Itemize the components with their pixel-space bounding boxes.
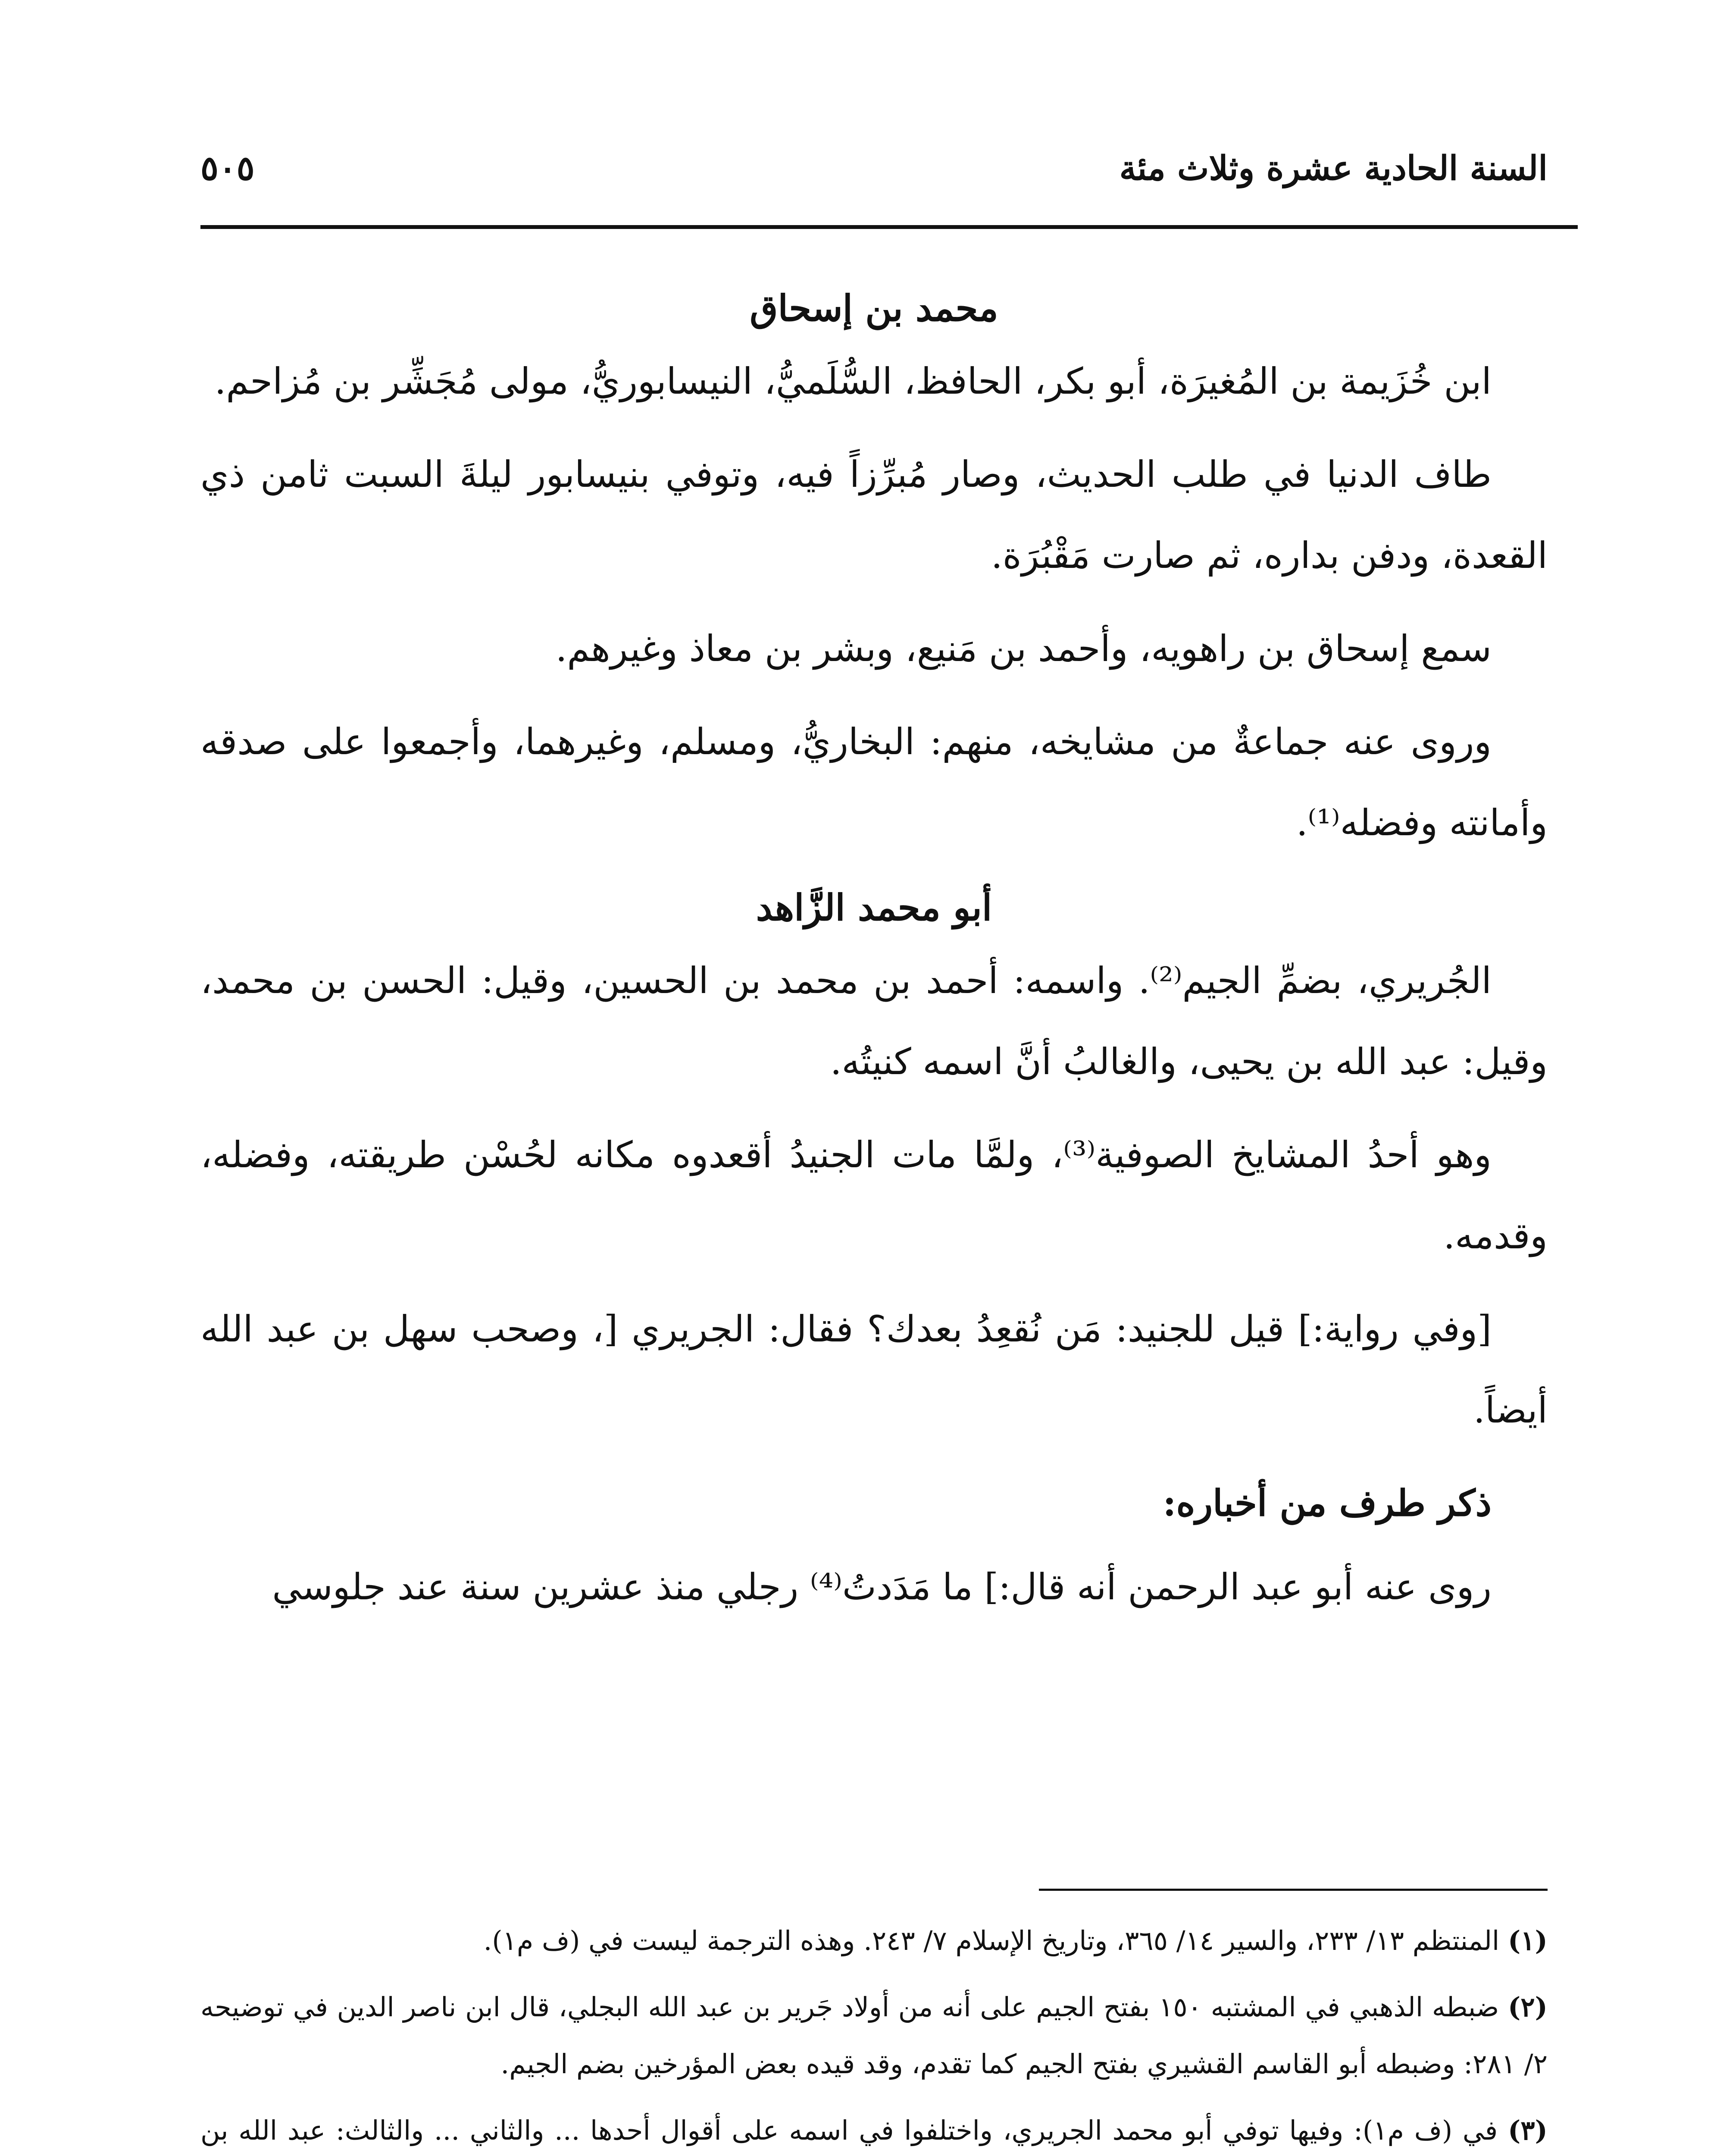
- subheading: ذكر طرف من أخباره:: [1163, 1482, 1492, 1524]
- footnote-number: (١): [1508, 1925, 1548, 1956]
- footnote-text: ضبطه الذهبي في المشتبه ١٥٠ بفتح الجيم على أنه من أولاد جَرير بن عبد الله البجلي، قال ابن ناصر الدين في توضيحه ٢/ ٢٨١: وضبطه أبو القاسم القشيري بفتح الجيم كما تقدم، وقد قيده بعض المؤرخين بضم الجيم.: [200, 1991, 1548, 2080]
- running-header: [200, 149, 1548, 205]
- paragraph: وهو أحدُ المشايخ الصوفية⁽³⁾، ولمَّا مات الجنيدُ أقعدوه مكانه لحُسْن طريقته، وفضله، وقدمه.: [200, 1134, 1548, 1257]
- header-rule: [200, 225, 1578, 229]
- paragraph: [وفي رواية:] قيل للجنيد: مَن نُقعِدُ بعدك؟ فقال: الجريري [، وصحب سهل بن عبد الله أيضاً.: [200, 1308, 1548, 1431]
- paragraph: وروى عنه جماعةٌ من مشايخه، منهم: البخاريُّ، ومسلم، وغيرهما، وأجمعوا على صدقه وأمانته وفضله⁽¹⁾.: [200, 721, 1548, 844]
- footnote: [200, 1912, 1548, 1969]
- footnote-number: (٣): [1508, 2115, 1548, 2146]
- main-text: [200, 276, 1548, 1639]
- section-title-abu-muhammad-al-zahid: أبو محمد الزَّاهد: [756, 886, 992, 929]
- footnote-text: المنتظم ١٣/ ٢٣٣، والسير ١٤/ ٣٦٥، وتاريخ الإسلام ٧/ ٢٤٣. وهذه الترجمة ليست في (ف م١).: [483, 1925, 1500, 1956]
- paragraph: ابن خُزَيمة بن المُغيرَة، أبو بكر، الحافظ، السُّلَميُّ، النيسابوريُّ، مولى مُجَشِّر بن مُزاحم.: [214, 360, 1492, 402]
- running-title: السنة الحادية عشرة وثلاث مئة: [1119, 149, 1548, 188]
- paragraph: طاف الدنيا في طلب الحديث، وصار مُبرِّزاً فيه، وتوفي بنيسابور ليلةَ السبت ثامن ذي القعدة، ودفن بداره، ثم صارت مَقْبُرَة.: [200, 453, 1548, 577]
- paragraph: سمع إسحاق بن راهويه، وأحمد بن مَنيع، وبشر بن معاذ وغيرهم.: [555, 627, 1492, 670]
- footnote: [200, 1979, 1548, 2093]
- footnote-number: (٢): [1508, 1991, 1548, 2023]
- footnote-text: في (ف م١): وفيها توفي أبو محمد الجريري، واختلفوا في اسمه على أقوال أحدها ... والثاني ... والثالث: عبد الله بن: [200, 2115, 1498, 2146]
- footnote: [200, 2102, 1548, 2156]
- page-number: ٥٠٥: [200, 149, 255, 188]
- footnotes: [200, 1912, 1548, 2156]
- section-title-muhammad-ibn-ishaq: محمد بن إسحاق: [750, 287, 998, 329]
- paragraph: روى عنه أبو عبد الرحمن أنه قال:] ما مَدَدتُ⁽⁴⁾ رجلي منذ عشرين سنة عند جلوسي: [272, 1566, 1492, 1608]
- paragraph: الجُريري، بضمِّ الجيم⁽²⁾. واسمه: أحمد بن محمد بن الحسين، وقيل: الحسن بن محمد، وقيل: عبد الله بن يحيى، والغالبُ أنَّ اسمه كنيتُه.: [200, 959, 1548, 1083]
- footnote-rule: [1039, 1889, 1548, 1891]
